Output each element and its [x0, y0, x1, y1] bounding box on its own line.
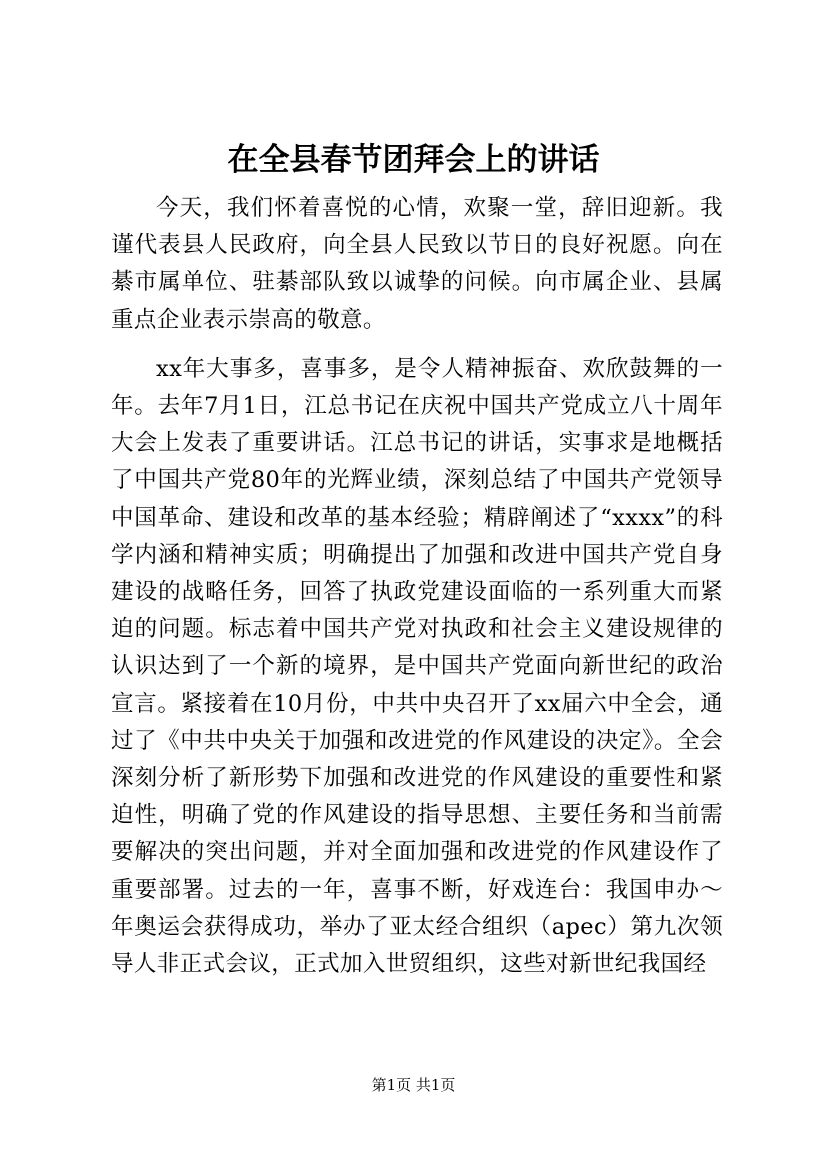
document-title: 在全县春节团拜会上的讲话 — [227, 142, 600, 178]
document-body — [111, 190, 723, 983]
paragraph-1: 今天，我们怀着喜悦的心情，欢聚一堂，辞旧迎新。我谨代表县人民政府，向全县人民致以节日的良好祝愿。向在綦市属单位、驻綦部队致以诚挚的问候。向市属企业、县属重点企业表示崇高的敬意。 — [111, 195, 723, 333]
paragraph-2: xx年大事多，喜事多，是令人精神振奋、欢欣鼓舞的一年。去年7月1日，江总书记在庆祝中国共产党成立八十周年大会上发表了重要讲话。江总书记的讲话，实事求是地概括了中国共产党80年的光辉业绩，深刻总结了中国共产党领导中国革命、建设和改革的基本经验；精辟阐述了“xxxx”的科学内涵和精神实质；明确提出了加强和改进中国共产党自身建设的战略任务，回答了执政党建设面临的一系列重大而紧迫的问题。标志着中国共产党对执政和社会主义建设规律的认识达到了一个新的境界，是中国共产党面向新世纪的政治宣言。紧接着在10月份，中共中央召开了xx届六中全会，通过了《中共中央关于加强和改进党的作风建设的决定》。全会深刻分析了新形势下加强和改进党的作风建设的重要性和紧迫性，明确了党的作风建设的指导思想、主要任务和当前需要解决的突出问题，并对全面加强和改进党的作风建设作了重要部署。过去的一年，喜事不断，好戏连台：我国申办～年奥运会获得成功，举办了亚太经合组织（apec）第九次领导人非正式会议，正式加入世贸组织，这些对新世纪我国经 — [111, 355, 723, 978]
page-footer: 第1页 共1页 — [371, 1076, 456, 1094]
